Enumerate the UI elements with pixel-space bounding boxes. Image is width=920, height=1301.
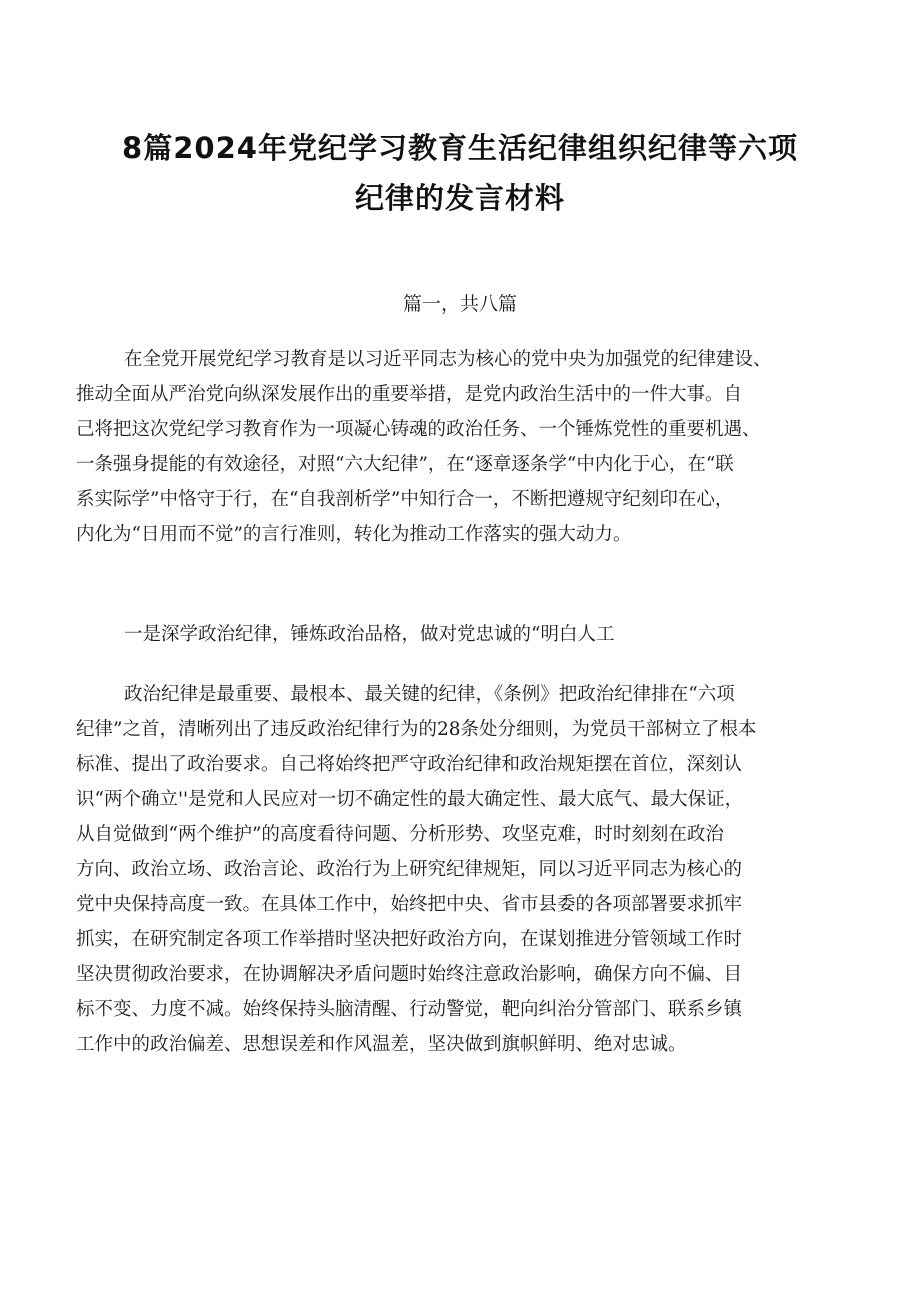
paragraph-1-line: 一条强身提能的有效途径，对照“六大纪律”，在“逐章逐条学“中内化于心，在“联 (76, 454, 734, 475)
paragraph-2-line: 识“两个确立''是党和人民应对一切不确定性的最大确定性、最大底气、最大保证， (76, 789, 744, 810)
paragraph-1-line: 推动全面从严治党向纵深发展作出的重要举措，是党内政治生活中的一件大事。自 (76, 384, 743, 405)
paragraph-1-line: 己将把这次党纪学习教育作为一项凝心铸魂的政治任务、一个锤炼党性的重要机遇、 (76, 419, 761, 440)
document-title-line-1: 8篇2024年党纪学习教育生活纪律组织纪律等六项 (122, 131, 798, 165)
section-subtitle: 篇一，共八篇 (402, 293, 517, 315)
paragraph-2-line: 标准、提出了政治要求。自己将始终把严守政治纪律和政治规矩摆在首位，深刻认 (76, 754, 743, 775)
paragraph-1-line: 内化为“日用而不觉”的言行准则，转化为推动工作落实的强大动力。 (76, 524, 632, 545)
paragraph-2-line: 坚决贯彻政治要求，在协调解决矛盾问题时始终注意政治影响，确保方向不偏、目 (76, 964, 743, 985)
section-heading-1-text: 一是深学政治纪律，锤炼政治品格，做对党忠诚的“明白人工 (124, 624, 615, 645)
paragraph-2-line: 从自觉做到“两个维护”的高度看待问题、分析形势、攻坚克难，时时刻刻在政治 (76, 824, 724, 845)
paragraph-2-line: 抓实，在研究制定各项工作举措时坚决把好政治方向，在谋划推进分管领域工作时 (76, 929, 743, 950)
paragraph-1-line: 在全党开展党纪学习教育是以习近平同志为核心的党中央为加强党的纪律建设、 (124, 349, 772, 370)
paragraph-2-line: 方向、政治立场、政治言论、政治行为上研究纪律规矩，同以习近平同志为核心的 (76, 859, 743, 880)
document-title-line-2: 纪律的发言材料 (354, 181, 565, 215)
paragraph-2 (76, 677, 876, 1062)
paragraph-2-line: 政治纪律是最重要、最根本、最关键的纪律，《条例》把政治纪律排在“六项 (124, 684, 735, 705)
paragraph-2-line: 标不变、力度不减。始终保持头脑清醒、行动警觉，靶向纠治分管部门、联系乡镇 (76, 999, 743, 1020)
paragraph-2-line: 党中央保持高度一致。在具体工作中，始终把中央、省市县委的各项部署要求抓牢 (76, 894, 743, 915)
paragraph-2-line: 纪律”之首，清晰列出了违反政治纪律行为的28条处分细则，为党员干部树立了根本 (76, 719, 757, 740)
paragraph-1-line: 系实际学”中恪守于行，在“自我剖析学”中知行合一，不断把遵规守纪刻印在心， (76, 489, 734, 510)
paragraph-2-line: 工作中的政治偏差、思想误差和作风温差，坚决做到旗帜鲜明、绝对忠诚。 (76, 1034, 687, 1055)
paragraph-1 (76, 342, 876, 552)
section-heading-1 (76, 617, 876, 652)
